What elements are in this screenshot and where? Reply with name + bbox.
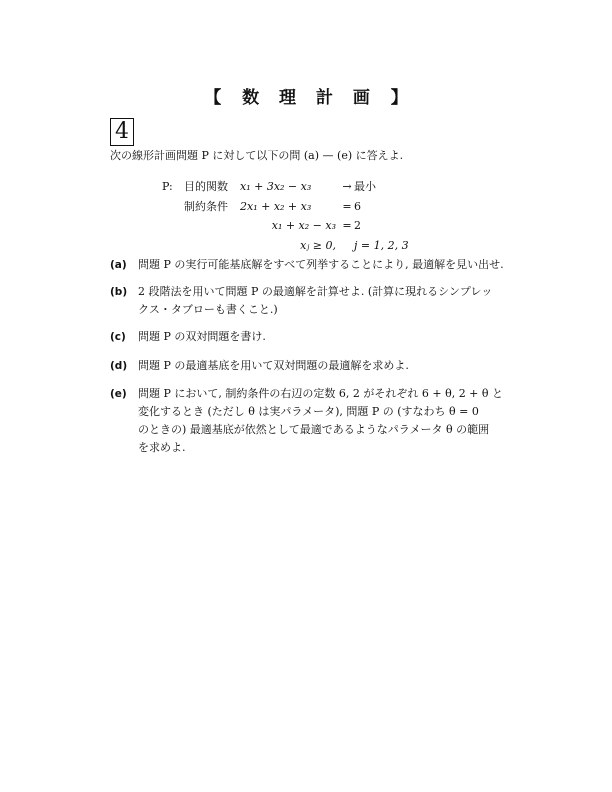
question-line: 問題 P の最適基底を用いて双対問題の最適解を求めよ. [138, 359, 409, 372]
row-lhs: xⱼ ≥ 0, [300, 238, 336, 252]
row-label: 目的関数 [184, 180, 228, 193]
question-label: (e) [110, 388, 127, 400]
title-left-bracket: 【 [204, 88, 222, 108]
row-rhs: 2 [354, 219, 361, 232]
row-relation [340, 236, 354, 256]
title-char: 数 [242, 88, 260, 108]
row-rhs: j = 1, 2, 3 [354, 238, 409, 252]
question-line: クス・タブローも書くこと.) [138, 303, 278, 316]
row-relation: → [342, 180, 352, 193]
problem-intro: 次の線形計画問題 P に対して以下の問 (a) — (e) に答えよ. [110, 149, 404, 162]
question-e [110, 385, 512, 457]
question-c [110, 328, 512, 346]
title-char: 画 [352, 88, 370, 108]
question-line: 問題 P の双対問題を書け. [138, 330, 266, 343]
title-char: 計 [315, 88, 333, 108]
question-label: (b) [110, 286, 128, 298]
question-text [138, 283, 512, 319]
row-label [184, 236, 240, 256]
question-line: 問題 P において, 制約条件の右辺の定数 6, 2 がそれぞれ 6 + θ, 2 + θ と [138, 387, 504, 400]
row-lhs: x₁ + 3x₂ − x₃ [240, 180, 312, 193]
question-text [138, 328, 512, 346]
page-title [0, 83, 612, 108]
row-rhs: 6 [354, 199, 361, 213]
question-label: (a) [110, 259, 127, 271]
row-relation: = [342, 219, 352, 232]
question-a [110, 256, 512, 274]
row-lhs: 2x₁ + x₂ + x₃ [240, 199, 312, 213]
problem-label: P: [162, 180, 173, 193]
question-label: (d) [110, 360, 128, 372]
question-line: 2 段階法を用いて問題 P の最適解を計算せよ. (計算に現れるシンプレッ [138, 285, 493, 298]
question-line: 変化するとき (ただし θ は実パラメータ), 問題 P の (すなわち θ = 0 [138, 405, 479, 418]
formulation-row-constraint [162, 216, 414, 236]
question-b [110, 283, 512, 319]
question-text [138, 256, 512, 274]
formulation-row-objective [162, 177, 414, 197]
row-rhs: 最小 [354, 180, 376, 193]
row-label [184, 216, 240, 236]
question-text [138, 357, 512, 375]
question-text [138, 385, 512, 457]
formulation-row-constraint [162, 197, 414, 217]
title-right-bracket: 】 [390, 88, 408, 108]
title-char: 理 [279, 88, 297, 108]
question-line: 問題 P の実行可能基底解をすべて列挙することにより, 最適解を見い出せ. [138, 258, 504, 271]
question-line: を求めよ. [138, 441, 186, 454]
row-lhs: x₁ + x₂ − x₃ [271, 219, 336, 232]
row-relation: = [342, 199, 352, 213]
row-label: 制約条件 [184, 199, 228, 213]
lp-formulation [162, 177, 414, 255]
question-d [110, 357, 512, 375]
problem-number-box: 4 [110, 118, 134, 146]
formulation-row-nonnegativity [162, 236, 414, 256]
question-label: (c) [110, 331, 126, 343]
question-line: のときの) 最適基底が依然として最適であるようなパラメータ θ の範囲 [138, 423, 490, 436]
